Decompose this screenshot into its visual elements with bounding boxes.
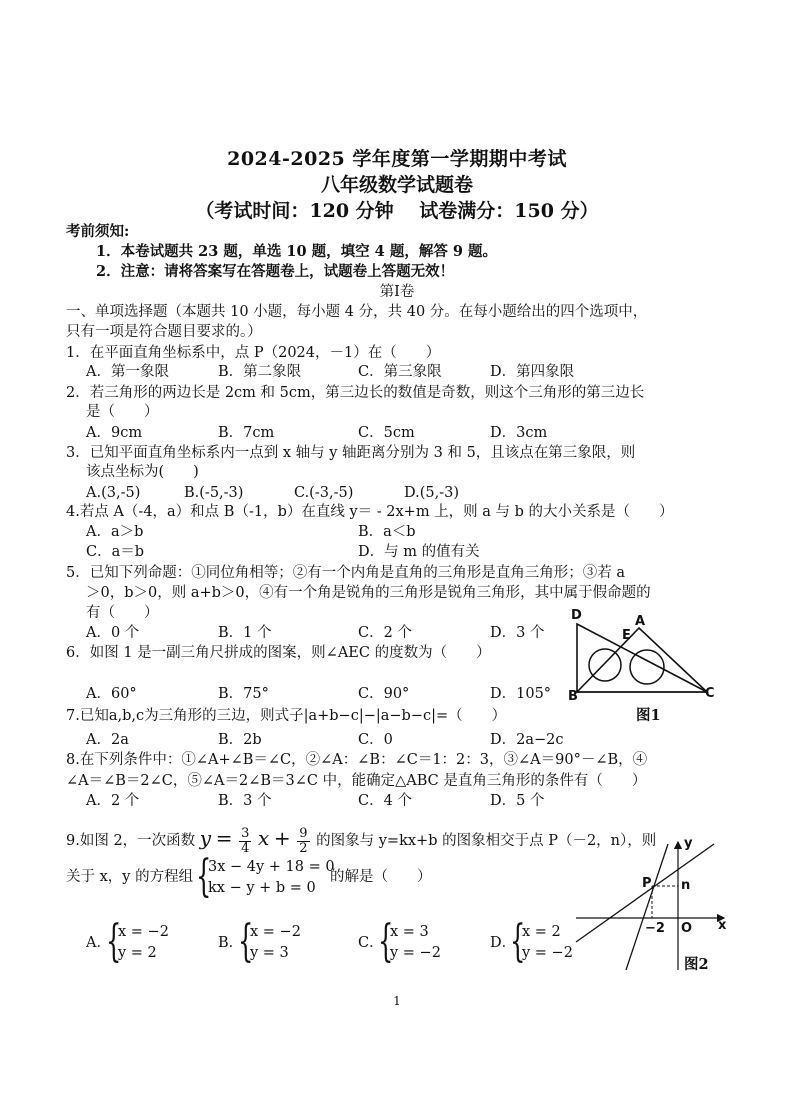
q7-option-d: D．2a−2c bbox=[490, 732, 564, 748]
q9-frac1-denominator: 4 bbox=[241, 840, 250, 856]
q9-option-d-label: D． bbox=[490, 935, 517, 951]
q3-option-a: A.(3,-5) bbox=[86, 485, 141, 501]
q4-option-a: A．a＞b bbox=[86, 524, 144, 540]
q9-stem-line2-prefix: 关于 x，y 的方程组 bbox=[66, 869, 194, 885]
fig1-label-d: D bbox=[571, 608, 582, 623]
q9-option-b-system bbox=[238, 916, 318, 967]
fig2-caption: 图2 bbox=[684, 956, 709, 973]
fig2-label-x: x bbox=[718, 918, 727, 933]
q9-option-d-row2: y = −2 bbox=[522, 945, 573, 961]
fig1-label-a: A bbox=[635, 614, 646, 629]
q3-option-c: C.(-3,-5) bbox=[294, 485, 354, 501]
q1-option-d: D．第四象限 bbox=[490, 364, 575, 380]
exam-title: 2024-2025 学年度第一学期期中考试 bbox=[227, 148, 567, 170]
page-number: 1 bbox=[393, 994, 401, 1008]
q9-frac2-numerator: 9 bbox=[299, 825, 308, 841]
q9-func-y: y bbox=[199, 826, 212, 850]
q1-option-a: A．第一象限 bbox=[86, 364, 169, 380]
fig1-label-e: E bbox=[622, 628, 631, 643]
q8-stem-line1: 8.在下列条件中：①∠A+∠B＝∠C，②∠A：∠B：∠C＝1：2：3，③∠A＝90°－∠B，④ bbox=[66, 752, 648, 768]
q2-stem-line1: 2．若三角形的两边长是 2cm 和 5cm，第三边长的数值是奇数，则这个三角形的第三边长 bbox=[66, 385, 645, 401]
fig1-caption: 图1 bbox=[636, 707, 661, 724]
q9-stem-suffix: 的图象与 y=kx+b 的图象相交于点 P（－2，n），则 bbox=[316, 833, 657, 849]
q1-option-c: C．第三象限 bbox=[358, 364, 442, 380]
q7-option-a: A．2a bbox=[86, 732, 129, 748]
q9-system-row1: 3x − 4y + 18 = 0 bbox=[208, 859, 335, 875]
q6-stem: 6．如图 1 是一副三角尺拼成的图案，则∠AEC 的度数为（ ） bbox=[66, 645, 491, 661]
q3-stem-line1: 3．已知平面直角坐标系内一点到 x 轴与 y 轴距离分别为 3 和 5，且该点在第三象限，则 bbox=[66, 445, 636, 461]
q9-frac1-numerator: 3 bbox=[241, 825, 250, 841]
q9-option-b-label: B． bbox=[218, 935, 244, 951]
q5-stem-line3: 有（ ） bbox=[86, 605, 159, 621]
q9-option-a-row1: x = −2 bbox=[118, 924, 169, 940]
notice-heading: 考前须知: bbox=[66, 223, 130, 240]
fig1-label-c: C bbox=[705, 686, 715, 701]
q2-stem-line2: 是（ ） bbox=[86, 404, 159, 420]
q4-stem: 4.若点 A（-4，a）和点 B（-1，b）在直线 y＝ - 2x+m 上，则 a 与 b 的大小关系是（ ） bbox=[66, 504, 674, 520]
q9-option-b-brace: { bbox=[238, 916, 254, 967]
q9-func-plus: + bbox=[273, 826, 291, 850]
triangle-rulers-1 bbox=[577, 624, 707, 692]
fig2-label-n: n bbox=[681, 878, 691, 893]
q9-option-b-row2: y = 3 bbox=[250, 945, 289, 961]
q2-option-d: D．3cm bbox=[490, 425, 548, 441]
q2-option-b: B．7cm bbox=[218, 425, 275, 441]
q5-option-c: C．2 个 bbox=[358, 625, 412, 641]
q1-stem: 1．在平面直角坐标系中，点 P（2024，－1）在（ ） bbox=[66, 345, 441, 361]
section1-line1: 一、单项选择题（本题共 10 小题，每小题 4 分，共 40 分。在每小题给出的四个选项中， bbox=[66, 304, 648, 320]
volume-label: 第Ⅰ卷 bbox=[379, 284, 415, 300]
q9-option-c-label: C． bbox=[358, 935, 384, 951]
q3-stem-line2: 该点坐标为( ) bbox=[86, 464, 199, 480]
q9-system-brace: { bbox=[196, 851, 212, 902]
q5-option-d: D．3 个 bbox=[490, 625, 545, 641]
fig2-label-origin: O bbox=[681, 921, 693, 936]
q9-system-row2: kx − y + b = 0 bbox=[208, 880, 316, 896]
q9-option-d-row1: x = 2 bbox=[522, 924, 561, 940]
fig2-line-2 bbox=[626, 844, 668, 970]
q8-stem-line2: ∠A＝∠B＝2∠C，⑤∠A＝2∠B＝3∠C 中，能确定△ABC 是直角三角形的条件有（ ） bbox=[66, 773, 647, 789]
q5-stem-line2: ＞0，b＞0，则 a+b＞0，④有一个角是锐角的三角形是锐角三角形，其中属于假命题的 bbox=[86, 585, 651, 601]
notice-item-1: 1．本卷试题共 23 题，单选 10 题，填空 4 题，解答 9 题。 bbox=[96, 243, 498, 260]
q9-option-c-row1: x = 3 bbox=[390, 924, 429, 940]
q9-option-c-row2: y = −2 bbox=[390, 945, 441, 961]
q4-option-b: B．a＜b bbox=[358, 524, 416, 540]
fig1-label-b: B bbox=[568, 689, 578, 704]
q7-option-c: C．0 bbox=[358, 732, 393, 748]
q5-option-b: B．1 个 bbox=[218, 625, 272, 641]
q9-stem-line2-suffix: 的解是（ ） bbox=[330, 869, 432, 885]
q6-option-b: B．75° bbox=[218, 686, 269, 702]
q6-option-c: C．90° bbox=[358, 686, 410, 702]
q4-option-c: C．a＝b bbox=[86, 544, 145, 560]
exam-info: （考试时间：120 分钟 试卷满分：150 分） bbox=[195, 200, 599, 222]
q9-option-a-row2: y = 2 bbox=[118, 945, 157, 961]
q6-option-a: A．60° bbox=[86, 686, 137, 702]
q9-func-eq: = bbox=[215, 826, 233, 850]
q7-stem: 7.已知a,b,c为三角形的三边，则式子|a+b−c|−|a−b−c|=（ ） bbox=[66, 708, 507, 724]
q5-option-a: A．0 个 bbox=[86, 625, 140, 641]
q8-option-d: D．5 个 bbox=[490, 793, 545, 809]
q8-option-a: A．2 个 bbox=[86, 793, 140, 809]
q2-option-a: A．9cm bbox=[86, 425, 143, 441]
figure-2-graph bbox=[572, 838, 732, 973]
q8-option-c: C．4 个 bbox=[358, 793, 412, 809]
q9-option-c-brace: { bbox=[378, 916, 394, 967]
q9-fraction-3-4 bbox=[239, 827, 251, 856]
q9-option-a-label: A． bbox=[86, 935, 111, 951]
q5-stem-line1: 5．已知下列命题：①同位角相等；②有一个内角是直角的三角形是直角三角形；③若 a bbox=[66, 565, 625, 581]
fig2-label-neg2: −2 bbox=[645, 921, 665, 936]
q9-fraction-9-2 bbox=[297, 827, 309, 856]
section1-line2: 只有一项是符合题目要求的。） bbox=[66, 324, 262, 340]
q3-option-d: D.(5,-3) bbox=[404, 485, 459, 501]
q1-option-b: B．第二象限 bbox=[218, 364, 302, 380]
q9-option-a-brace: { bbox=[106, 916, 122, 967]
q7-option-b: B．2b bbox=[218, 732, 262, 748]
q9-stem-prefix: 9.如图 2，一次函数 bbox=[66, 833, 196, 849]
q9-option-a-system bbox=[106, 916, 186, 967]
q9-option-c-system bbox=[378, 916, 458, 967]
q9-stem-line1 bbox=[66, 825, 656, 856]
q9-option-b-row1: x = −2 bbox=[250, 924, 301, 940]
q6-option-d: D．105° bbox=[490, 686, 552, 702]
notice-item-2: 2．注意：请将答案写在答题卷上，试题卷上答题无效！ bbox=[96, 263, 455, 280]
q2-option-c: C．5cm bbox=[358, 425, 415, 441]
fig2-label-y: y bbox=[684, 836, 693, 851]
exam-subtitle: 八年级数学试题卷 bbox=[320, 174, 473, 196]
q9-func-x: x bbox=[257, 826, 270, 850]
q4-option-d: D．与 m 的值有关 bbox=[358, 544, 480, 560]
q3-option-b: B.(-5,-3) bbox=[184, 485, 244, 501]
q9-frac2-denominator: 2 bbox=[299, 840, 308, 856]
triangle-hole-1 bbox=[589, 649, 621, 681]
q9-option-d-brace: { bbox=[510, 916, 526, 967]
q8-option-b: B．3 个 bbox=[218, 793, 272, 809]
fig2-label-p: P bbox=[642, 876, 652, 891]
